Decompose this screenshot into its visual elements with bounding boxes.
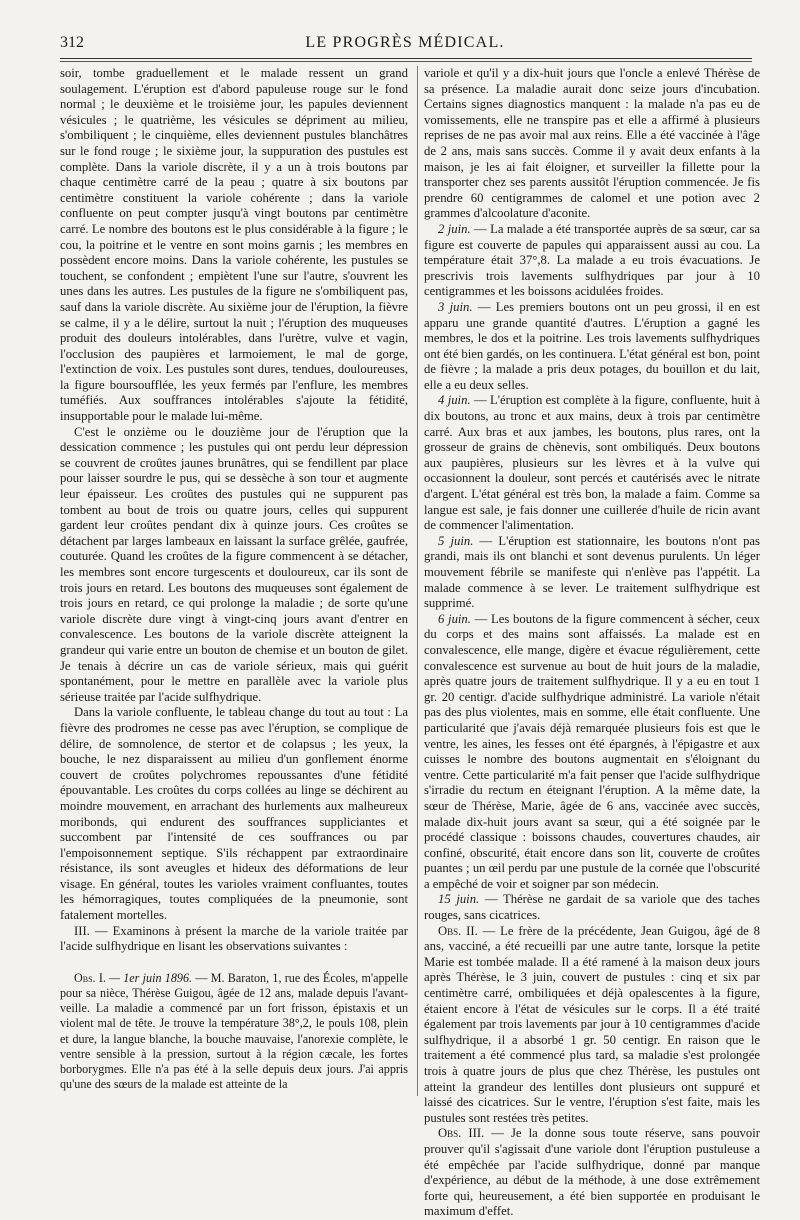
- paragraph: soir, tombe graduellement et le malade ressent un grand soulagement. L'éruption est d'abord papuleuse rouge sur le fond normal ; le deuxième et le troisième jour, les papules deviennent vésicules ; le quatrième, les vésicules se dépriment au milieu, s'ombiliquent ; le cinquième, elles deviennent pustules blanchâtres sur le fond rouge ; le sixième jour, la suppuration des pustules est complète. Dans la variole discrète, il y a un à trois boutons par chaque centimètre carré de la peau ; quatre à six boutons par centimètre constituent la variole cohérente ; dans la variole confluente on peut compter jusqu'à vingt boutons par centimètre carré. Le nombre des boutons est le plus considérable à la figure ; le cou, la poitrine et le ventre en sont moins garnis ; les membres en possèdent encore moins. Dans la variole cohérente, les pustules se touchent, se confondent ; empiètent l'une sur l'autre, s'ouvrent les unes dans les autres. Les pustules de la figure ne s'ombiliquent pas, sauf dans la variole discrète. Au sixième jour de l'éruption, la fièvre se calme, il y a le délire, surtout la nuit ; l'éruption des muqueuses produit des douleurs intolérables, dans l'urètre, vulve et vagin, l'occlusion des paupières et larmoiement, le mal de gorge, l'extinction de voix. Les pustules sont dures, tendues, douloureuses, la figure boursoufflée, les yeux fermés par l'enflure, les membres tuméfiés. Aux souffrances intolérables s'ajoute la fétidité, insupportable pour le malade lui-même.: [60, 66, 408, 424]
- paragraph: Dans la variole confluente, le tableau change du tout au tout : La fièvre des prodromes ne cesse pas avec l'éruption, se complique de délire, de somnolence, de stertor et de colapsus ; les yeux, la bouche, le nez disparaissent au milieu d'un gonflement énorme couvert de croûtes polychromes repoussantes d'une fétidité épouvantable. Les croûtes du corps collées au linge se déchirent au moindre mouvement, en arrachant des hurlements aux malheureux moribonds, qui endurent des souffrances suppliciantes et succombent par l'intensité de ces souffrances ou par l'empoisonnement septique. S'ils réchappent par extraordinaire résistance, ils sont aveugles et hideux des déformations de leur visage. En général, toutes les varioles vraiment confluantes, toutes les hémorragiques, toutes compliquées de la pneumonie, sont fatalement mortelles.: [60, 705, 408, 923]
- observation-label: Obs. III.: [438, 1126, 485, 1141]
- entry-date: 2 juin.: [438, 221, 471, 236]
- observation-text: — M. Baraton, 1, rue des Écoles, m'appelle pour sa nièce, Thérèse Guigou, âgée de 12 ans, malade depuis l'avant-veille. La maladie a commencé par un fort frisson, épistaxis et un violent mal de tête. Je trouve la température 38°,2, le pouls 108, plein et dure, la langue blanche, la bouche mauvaise, l'anorexie complète, le ventre sensible à la pression, surtout à la région cæcale, les fortes borborygmes. Elle n'a pas été à la selle depuis deux jours. J'ai appris qu'une des sœurs de la malade est atteinte de la: [60, 970, 408, 1092]
- entry-text: — Les boutons de la figure commencent à sécher, ceux du corps et des mains sont affaissés. La malade est en convalescence, elle mange, digère et évacue régulièrement, cette convalescence est survenue au bout de huit jours de la maladie, après quatre jours de traitement sulfhydrique. Il y a eu en tout 1 gr. 20 centigr. d'acide sulfhydrique administré. La variole n'était pas des plus violentes, mais en somme, elle était confluente. Une particularité que j'avais déjà remarquée plusieurs fois est que le ventre, les aines, les fesses ont été épargnés, à l'épigastre et aux cuisses le nombre des boutons augmentait en s'éloignant du ventre. Cette particularité m'a fait penser que l'acide sulfhydrique s'irradie du rectum en éteignant l'éruption. A la même date, la sœur de Thérèse, Marie, âgée de 6 ans, vaccinée avec succès, malade dix-huit jours avant sa sœur, qui a été soignée par le procédé classique : boissons chaudes, couvertures chaudes, air confiné, obscurité, était encore dans son lit, couverte de croûtes puantes ; un œil perdu par une pustule de la cornée que l'obscurité a empêché de voir et soigner par son médecin.: [424, 611, 760, 891]
- observation-text: — Le frère de la précédente, Jean Guigou, âgé de 8 ans, vacciné, a été recueilli par une autre tante, lorsque la petite Marie est tombée malade. Il a été ramené à la maison deux jours après Thérèse, le 3 juin, couvert de pustules : cinq et six par centimètre carré, ombiliquées et déjà opalescentes à la figure, étaient encore à l'état de vésicules sur le corps. Il a été traité également par trois lavements par jour à 10 centigrammes d'acide sulfhydrique, il a absorbé 1 gr. 50 centigr. En raison que le traitement a été commencé plus tard, sa maladie s'est prolongée trois à quatre jours de plus que chez Thérèse, les pustules ont atteint la grandeur des lentilles dont plusieurs ont suppuré et laissé des cicatrices. Sur le ventre, l'éruption s'est faite, mais les pustules sont restées très petites.: [424, 923, 761, 1125]
- page-number: 312: [60, 34, 84, 51]
- entry-date: 4 juin.: [438, 393, 471, 408]
- entry-text: — La malade a été transportée auprès de sa sœur, car sa figure est couverte de papules qui apparaissent aussi au cou. La température était 37°,8. La malade a eu trois évacuations. Je prescrivis trois lavements sulfhydriques par jour à 10 centigrammes et les boissons acidulées froides.: [424, 221, 760, 299]
- entry-15-juin: [424, 892, 760, 923]
- entry-text: — Les premiers boutons ont un peu grossi, il en est apparu une grande quantité d'autres. L'éruption a gagné les membres, le dos et la poitrine. Les trois lavements sulfhydriques ont été bien gardés, on les continuera. L'état général est bon, point de fièvre ; la malade a pris deux potages, du bouillon et du lait, elle a eu deux selles.: [424, 299, 760, 392]
- entry-date: 5 juin.: [438, 533, 474, 548]
- entry-date: 6 juin.: [438, 611, 471, 626]
- running-header: [60, 30, 750, 54]
- entry-5-juin: [424, 534, 760, 612]
- observation-text: — Je la donne sous toute réserve, sans pouvoir prouver qu'il s'agissait d'une variole dont l'éruption pustuleuse a été empêchée par l'acide sulfhydrique, donné par manque d'expérience, au début de la méthode, à une dose extrêmement forte qui, heureusement, a été bien supportée en produisant le maximum d'effet.: [424, 1126, 760, 1219]
- observation-label: Obs. II.: [438, 923, 478, 938]
- column-divider: [417, 66, 418, 1096]
- entry-text: — Thérèse ne gardait de sa variole que des taches rouges, sans cicatrices.: [424, 892, 760, 923]
- entry-3-juin: [424, 300, 760, 394]
- entry-text: — L'éruption est stationnaire, les boutons n'ont pas grandi, mais ils ont blanchi et sont devenus purulents. Un léger mouvement fébrile se manifeste qui n'enlève pas l'appétit. La malade commence à se lever. Le traitement sulfhydrique est supprimé.: [424, 533, 760, 611]
- journal-title: LE PROGRÈS MÉDICAL.: [305, 34, 505, 51]
- observation-1: [60, 971, 408, 1093]
- observation-2: [424, 924, 760, 1127]
- entry-date: 3 juin.: [438, 299, 473, 314]
- left-column: [60, 66, 408, 1092]
- paragraph: variole et qu'il y a dix-huit jours que l'oncle a enlevé Thérèse de sa présence. La maladie aurait donc seize jours d'incubation. Certains signes diagnostics manquent : la malade n'a pas eu de vomissements, elle ne transpire pas et elle a affirmé à plusieurs reprises de ne pas avoir mal aux reins. Elle a été vaccinée à l'âge de 2 ans, mais sans succès. Comme il y avait deux enfants à la maison, je les ai fait éloigner, et surveiller la fillette pour la transporter chez ses parents aussitôt l'éruption commencée. Je fis prendre 60 centigrammes de calomel et une potion avec 2 grammes d'alcoolature d'aconite.: [424, 66, 760, 221]
- observation-label: Obs. I.: [74, 970, 106, 985]
- paragraph: C'est le onzième ou le douzième jour de l'éruption que la dessication commence ; les pustules qui ont perdu leur dépression se couvrent de croûtes jaunes brunâtres, qui se fendillent par place pour laisser sourdre le pus, qui se dessèche à son tour et augmente leur épaisseur. Les croûtes des pustules qui ne suppurent pas tombent au bout de trois ou quatre jours, celles qui suppurent gardent leur croûtes pendant dix à quinze jours. Ces croûtes se détachent par larges lambeaux en laissant la surface grêlée, gaufrée, couturée. Quand les croûtes de la figure commencent à se détacher, les membres sont encore turgescents et douloureux, car ils sont de trois jours en retard. Les boutons des muqueuses sont également de trois jours en retard, ce qui prolonge la maladie ; de sorte qu'une variole discrète dure vingt à vingt-cinq jours avant d'entrer en convalescence. Les boutons de la variole discrète atteignent la grandeur qui varie entre un bouton de chemise et un bouton de gilet. Je tenais à décrire un cas de variole sérieux, mais qui guérit spontanément, pour le mettre en parallèle avec la variole plus sérieuse traitée par l'acide sulfhydrique.: [60, 424, 408, 704]
- observation-3: [424, 1126, 760, 1220]
- entry-text: — L'éruption est complète à la figure, confluente, huit à dix boutons, au tronc et aux mains, deux à trois par centimètre carré. Aux bras et aux jambes, les boutons, plus rares, ont la grosseur de grains de chènevis, sont ombiliqués. Deux boutons aux paupières, plusieurs sur les lèvres et à la vulve qui occasionnent la douleur, sont percés et cautérisés avec le nitrate d'argent. L'état général est très bon, la malade a faim. Comme sa langue est sale, je fais donner une cuillerée d'huile de ricin avant de commencer l'alimentation.: [424, 393, 760, 533]
- entry-2-juin: [424, 222, 760, 300]
- paragraph: III. — Examinons à présent la marche de la variole traitée par l'acide sulfhydrique en lisant les observations suivantes :: [60, 923, 408, 954]
- entry-4-juin: [424, 393, 760, 533]
- entry-date: 15 juin.: [438, 892, 480, 907]
- header-rule-double: [60, 61, 752, 62]
- header-rule: [60, 58, 752, 59]
- observation-date: — 1er juin 1896.: [105, 970, 193, 985]
- right-column: [424, 66, 760, 1220]
- entry-6-juin: [424, 612, 760, 893]
